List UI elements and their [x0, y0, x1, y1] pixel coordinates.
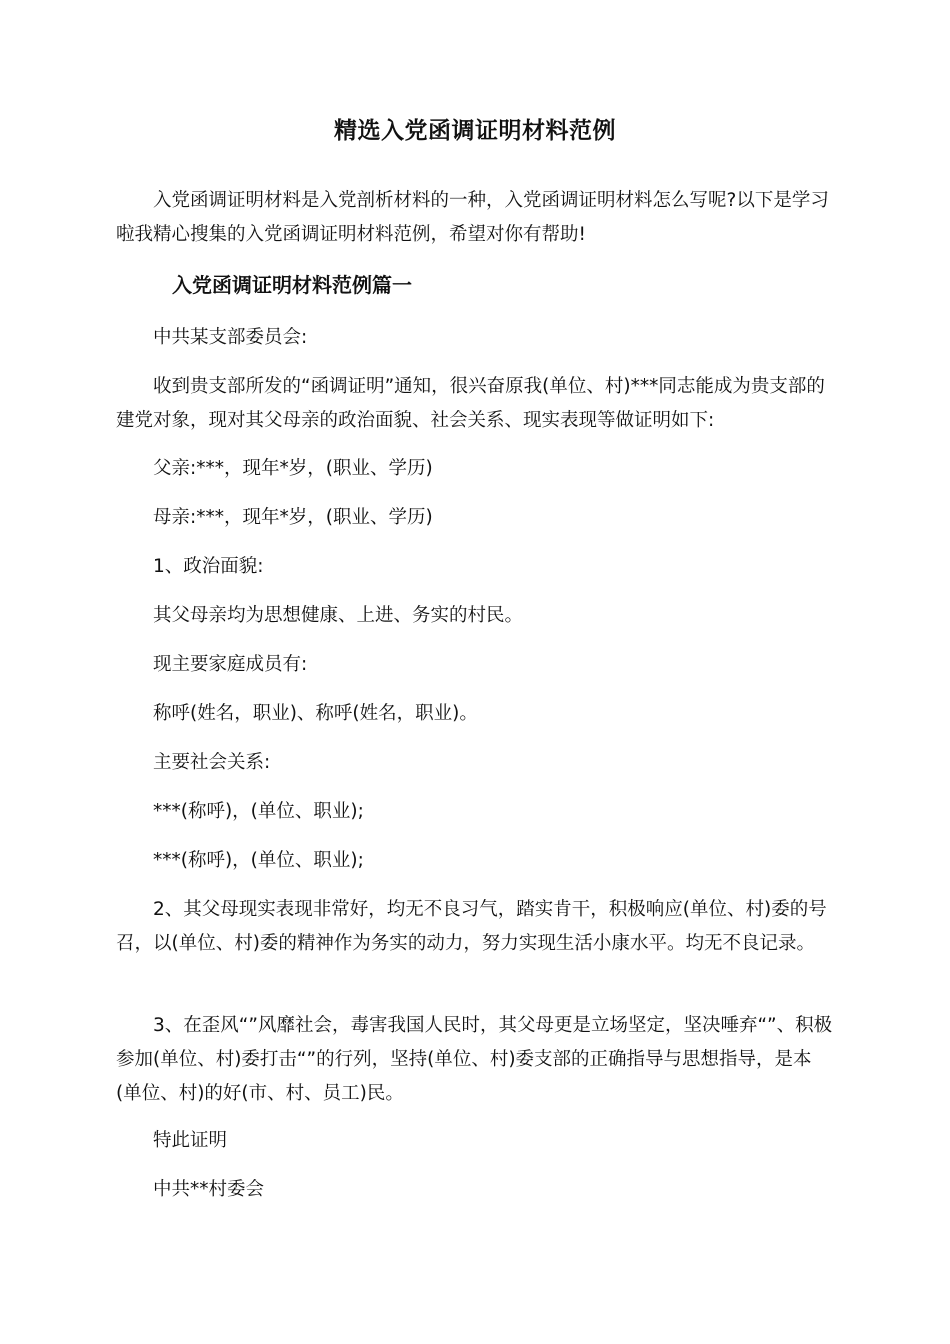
certification-line: 特此证明 — [153, 1130, 228, 1151]
political-status-heading: 1、政治面貌: — [153, 556, 264, 577]
document-title: 精选入党函调证明材料范例 — [334, 118, 616, 144]
social-relation-item: ***(称呼)，(单位、职业); — [153, 801, 364, 822]
mother-line: 母亲:***，现年*岁，(职业、学历) — [153, 507, 433, 528]
intro-paragraph: 入党函调证明材料是入党剖析材料的一种，入党函调证明材料怎么写呢?以下是学习啦我精心搜集的入党函调证明材料范例，希望对你有帮助! — [116, 190, 829, 245]
section-heading: 入党函调证明材料范例篇一 — [172, 273, 412, 297]
father-line: 父亲:***，现年*岁，(职业、学历) — [153, 458, 433, 479]
family-members-heading: 现主要家庭成员有: — [153, 654, 308, 675]
point-3-paragraph: 3、在歪风“”风靡社会，毒害我国人民时，其父母更是立场坚定，坚决唾弃“”、积极参加(单位、村)委打击“”的行列，坚持(单位、村)委支部的正确指导与思想指导，是本(单位、村)的好(市、村、员工)民。 — [116, 1015, 833, 1104]
social-relations-heading: 主要社会关系: — [153, 752, 271, 773]
body-paragraph: 收到贵支部所发的“函调证明”通知，很兴奋原我(单位、村)***同志能成为贵支部的建党对象，现对其父母亲的政治面貌、社会关系、现实表现等做证明如下: — [116, 376, 825, 431]
political-status-text: 其父母亲均为思想健康、上进、务实的村民。 — [153, 605, 524, 626]
point-2-paragraph: 2、其父母现实表现非常好，均无不良习气，踏实肯干，积极响应(单位、村)委的号召，以(单位、村)委的精神作为务实的动力，努力实现生活小康水平。均无不良记录。 — [116, 899, 827, 954]
family-members-text: 称呼(姓名，职业)、称呼(姓名，职业)。 — [153, 703, 478, 724]
social-relation-item: ***(称呼)，(单位、职业); — [153, 850, 364, 871]
signature-line: 中共**村委会 — [153, 1179, 265, 1200]
salutation-paragraph: 中共某支部委员会: — [153, 327, 308, 348]
